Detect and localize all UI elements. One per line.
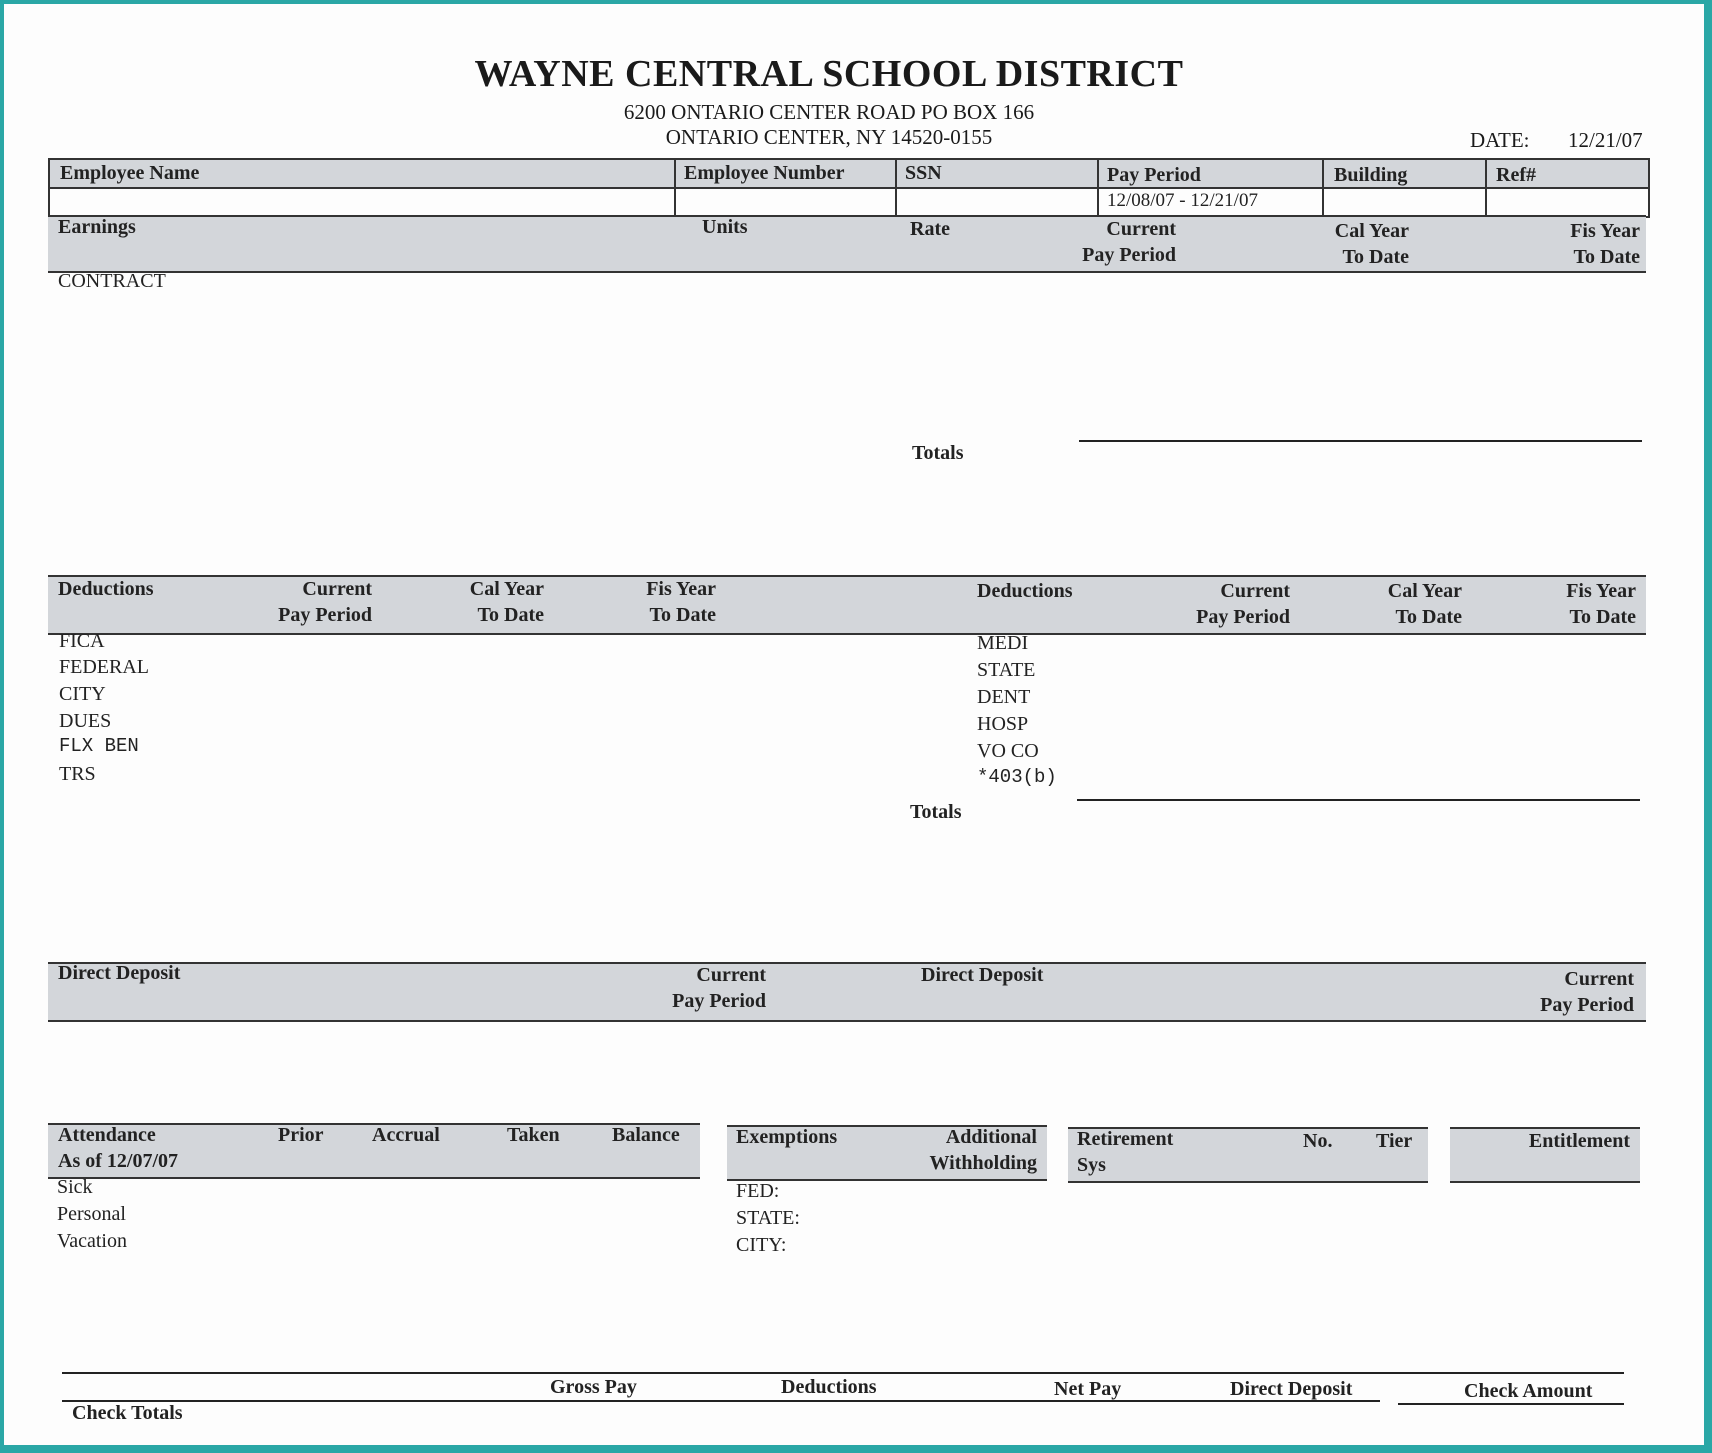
retirement-tier-header: Tier: [1376, 1130, 1413, 1152]
address-line-1: 6200 ONTARIO CENTER ROAD PO BOX 166: [623, 100, 1035, 124]
deduction-item: STATE: [977, 659, 1036, 681]
attendance-header-2: As of 12/07/07: [58, 1150, 178, 1172]
attendance-header-1: Attendance: [58, 1124, 156, 1146]
earnings-current-header-1: Current: [1106, 218, 1176, 240]
exemptions-header: Exemptions: [736, 1126, 838, 1148]
earnings-header: Earnings: [58, 216, 136, 238]
deductions-right-fis-1: Fis Year: [1566, 580, 1636, 602]
earnings-totals-line: [1079, 440, 1642, 442]
pay-period-value: 12/08/07 - 12/21/07: [1107, 190, 1258, 211]
address-line-2: ONTARIO CENTER, NY 14520-0155: [665, 125, 993, 149]
direct-deposit-header-right: Direct Deposit: [921, 964, 1044, 986]
direct-deposit-header-bar: [48, 962, 1646, 1022]
deductions-left-cal-2: To Date: [477, 604, 544, 626]
attendance-item: Personal: [57, 1203, 126, 1225]
check-totals-top-line: [62, 1372, 1624, 1374]
earnings-cal-header-1: Cal Year: [1334, 220, 1409, 242]
earnings-cal-header-2: To Date: [1342, 246, 1409, 268]
units-header: Units: [702, 216, 748, 238]
direct-deposit-header-left: Direct Deposit: [58, 962, 181, 984]
exemption-item: STATE:: [736, 1207, 800, 1229]
direct-deposit-right-current-2: Pay Period: [1540, 994, 1634, 1016]
employee-name-header: Employee Name: [60, 162, 200, 184]
deductions-left-fis-2: To Date: [649, 604, 716, 626]
attendance-accrual-header: Accrual: [372, 1124, 440, 1146]
deduction-item: *403(b): [977, 766, 1057, 788]
deductions-right-current-1: Current: [1220, 580, 1290, 602]
exemption-item: CITY:: [736, 1234, 787, 1256]
deductions-left-current-1: Current: [302, 578, 372, 600]
building-header: Building: [1334, 164, 1408, 186]
employee-info-table: [48, 158, 1650, 218]
date-label: DATE:: [1470, 128, 1530, 152]
deductions-right-cal-2: To Date: [1395, 606, 1462, 628]
ssn-header: SSN: [905, 162, 942, 184]
deductions-totals-line: [1077, 799, 1640, 801]
deduction-item: FEDERAL: [59, 656, 149, 678]
attendance-item: Sick: [57, 1176, 93, 1198]
earnings-current-header-2: Pay Period: [1082, 244, 1176, 266]
deductions-left-fis-1: Fis Year: [646, 578, 716, 600]
check-amount-underline: [1398, 1403, 1624, 1405]
attendance-taken-header: Taken: [507, 1124, 560, 1146]
attendance-prior-header: Prior: [278, 1124, 324, 1146]
deduction-item: TRS: [59, 763, 96, 785]
earnings-totals-label: Totals: [912, 442, 964, 464]
deductions-left-current-2: Pay Period: [278, 604, 372, 626]
deduction-item: FICA: [59, 630, 105, 652]
pay-period-header: Pay Period: [1107, 164, 1201, 186]
check-totals-mid-line: [62, 1400, 1380, 1402]
earnings-fis-header-2: To Date: [1573, 246, 1640, 268]
ref-header: Ref#: [1496, 164, 1536, 186]
rate-header: Rate: [910, 218, 950, 240]
attendance-balance-header: Balance: [612, 1124, 680, 1146]
gross-pay-header: Gross Pay: [550, 1376, 637, 1398]
deduction-item: DUES: [59, 710, 112, 732]
deductions-header-right: Deductions: [977, 580, 1073, 602]
retirement-header-2: Sys: [1077, 1154, 1106, 1176]
deductions-right-fis-2: To Date: [1569, 606, 1636, 628]
deductions-total-header: Deductions: [781, 1376, 877, 1398]
deduction-item: HOSP: [977, 713, 1029, 735]
deductions-header-left: Deductions: [58, 578, 154, 600]
deduction-item: DENT: [977, 686, 1031, 708]
deduction-item: FLX BEN: [59, 735, 139, 757]
retirement-no-header: No.: [1303, 1130, 1333, 1152]
deduction-item: VO CO: [977, 740, 1039, 762]
earnings-fis-header-1: Fis Year: [1570, 220, 1640, 242]
district-title: WAYNE CENTRAL SCHOOL DISTRICT: [474, 53, 1184, 95]
check-amount-header: Check Amount: [1464, 1380, 1593, 1402]
direct-deposit-right-current-1: Current: [1564, 968, 1634, 990]
employee-number-header: Employee Number: [684, 162, 845, 184]
check-totals-label: Check Totals: [72, 1402, 183, 1424]
deductions-right-cal-1: Cal Year: [1387, 580, 1462, 602]
deductions-left-cal-1: Cal Year: [469, 578, 544, 600]
additional-header-2: Withholding: [929, 1152, 1037, 1174]
additional-header-1: Additional: [945, 1126, 1037, 1148]
deduction-item: MEDI: [977, 632, 1029, 654]
pay-stub-form: [4, 4, 1704, 1445]
net-pay-header: Net Pay: [1054, 1378, 1122, 1400]
direct-deposit-left-current-1: Current: [696, 964, 766, 986]
entitlement-header: Entitlement: [1528, 1130, 1630, 1152]
deductions-totals-label: Totals: [910, 801, 962, 823]
deduction-item: CITY: [59, 683, 106, 705]
direct-deposit-total-header: Direct Deposit: [1230, 1378, 1353, 1400]
deductions-right-current-2: Pay Period: [1196, 606, 1290, 628]
date-value: 12/21/07: [1568, 128, 1643, 152]
exemption-item: FED:: [736, 1180, 780, 1202]
attendance-item: Vacation: [57, 1230, 127, 1252]
earnings-row-contract: CONTRACT: [58, 270, 166, 292]
direct-deposit-left-current-2: Pay Period: [672, 990, 766, 1012]
retirement-header-1: Retirement: [1077, 1128, 1174, 1150]
